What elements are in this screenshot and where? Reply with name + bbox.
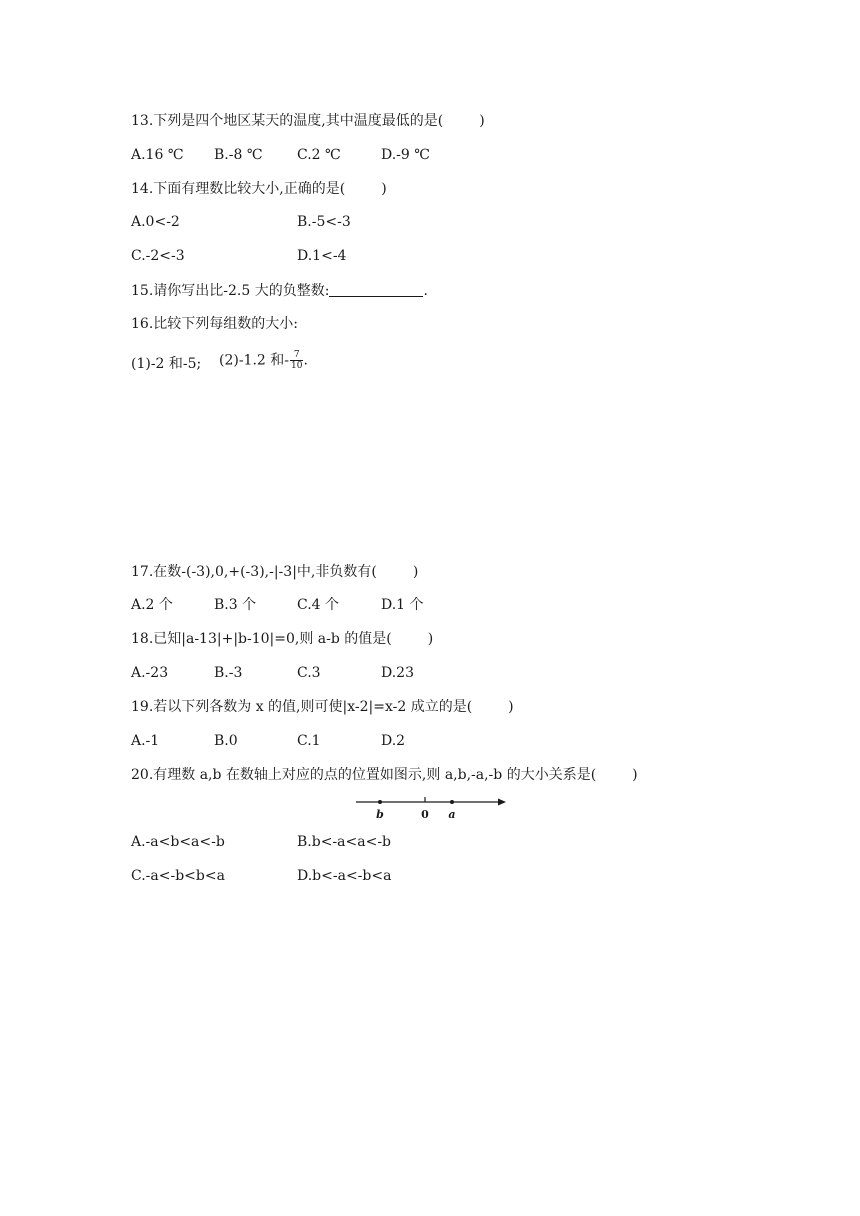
q18-option-a: A.-23 [131, 665, 169, 681]
q19-option-d: D.2 [381, 733, 406, 749]
question-13-stem: 13.下列是四个地区某天的温度,其中温度最低的是( ) [131, 113, 485, 129]
question-18-stem: 18.已知|a-13|+|b-10|=0,则 a-b 的值是( ) [131, 631, 434, 647]
q19-option-a: A.-1 [131, 733, 160, 749]
q18-option-d: D.23 [381, 665, 414, 681]
question-19-stem: 19.若以下列各数为 x 的值,则可使|x-2|=x-2 成立的是( ) [131, 699, 514, 715]
q17-option-d: D.1 个 [381, 597, 424, 613]
q20-option-a: A.-a<b<a<-b [131, 834, 225, 850]
q20-option-d: D.b<-a<-b<a [297, 868, 392, 884]
q13-option-b: B.-8 ℃ [214, 147, 263, 163]
question-17-stem: 17.在数-(-3),0,+(-3),-|-3|中,非负数有( ) [131, 564, 419, 580]
answer-blank [329, 281, 423, 297]
question-14-stem: 14.下面有理数比较大小,正确的是( ) [131, 181, 387, 197]
q14-option-b: B.-5<-3 [297, 214, 351, 230]
point-b [378, 800, 382, 804]
point-a [450, 800, 454, 804]
question-16-stem: 16.比较下列每组数的大小: [131, 316, 298, 332]
q18-option-c: C.3 [297, 665, 321, 681]
q19-option-b: B.0 [214, 733, 238, 749]
q16-part-1: (1)-2 和-5; [131, 356, 202, 372]
label-zero: 0 [421, 808, 429, 821]
q19-option-c: C.1 [297, 733, 321, 749]
number-line-figure [350, 794, 510, 824]
question-20-stem: 20.有理数 a,b 在数轴上对应的点的位置如图示,则 a,b,-a,-b 的大小关系是( ) [131, 767, 638, 783]
fraction: $\frac{7}{10}$ [291, 350, 303, 371]
q20-option-b: B.b<-a<a<-b [297, 834, 392, 850]
label-b: b [376, 808, 384, 821]
q17-option-b: B.3 个 [214, 597, 257, 613]
q20-option-c: C.-a<-b<b<a [131, 868, 225, 884]
q13-option-c: C.2 ℃ [297, 147, 341, 163]
question-15-stem: 15.请你写出比-2.5 大的负整数: . [131, 283, 428, 299]
q18-option-b: B.-3 [214, 665, 243, 681]
q13-option-d: D.-9 ℃ [381, 147, 430, 163]
q17-option-c: C.4 个 [297, 597, 340, 613]
q16-part-2: (2)-1.2 和- $\frac{7}{10}$ . [219, 350, 308, 371]
label-a: a [448, 808, 456, 821]
q14-option-a: A.0<-2 [131, 214, 180, 230]
q17-option-a: A.2 个 [131, 597, 173, 613]
q14-option-c: C.-2<-3 [131, 248, 185, 264]
arrow-head-icon [498, 799, 506, 806]
q14-option-d: D.1<-4 [297, 248, 347, 264]
q13-option-a: A.16 ℃ [131, 147, 184, 163]
